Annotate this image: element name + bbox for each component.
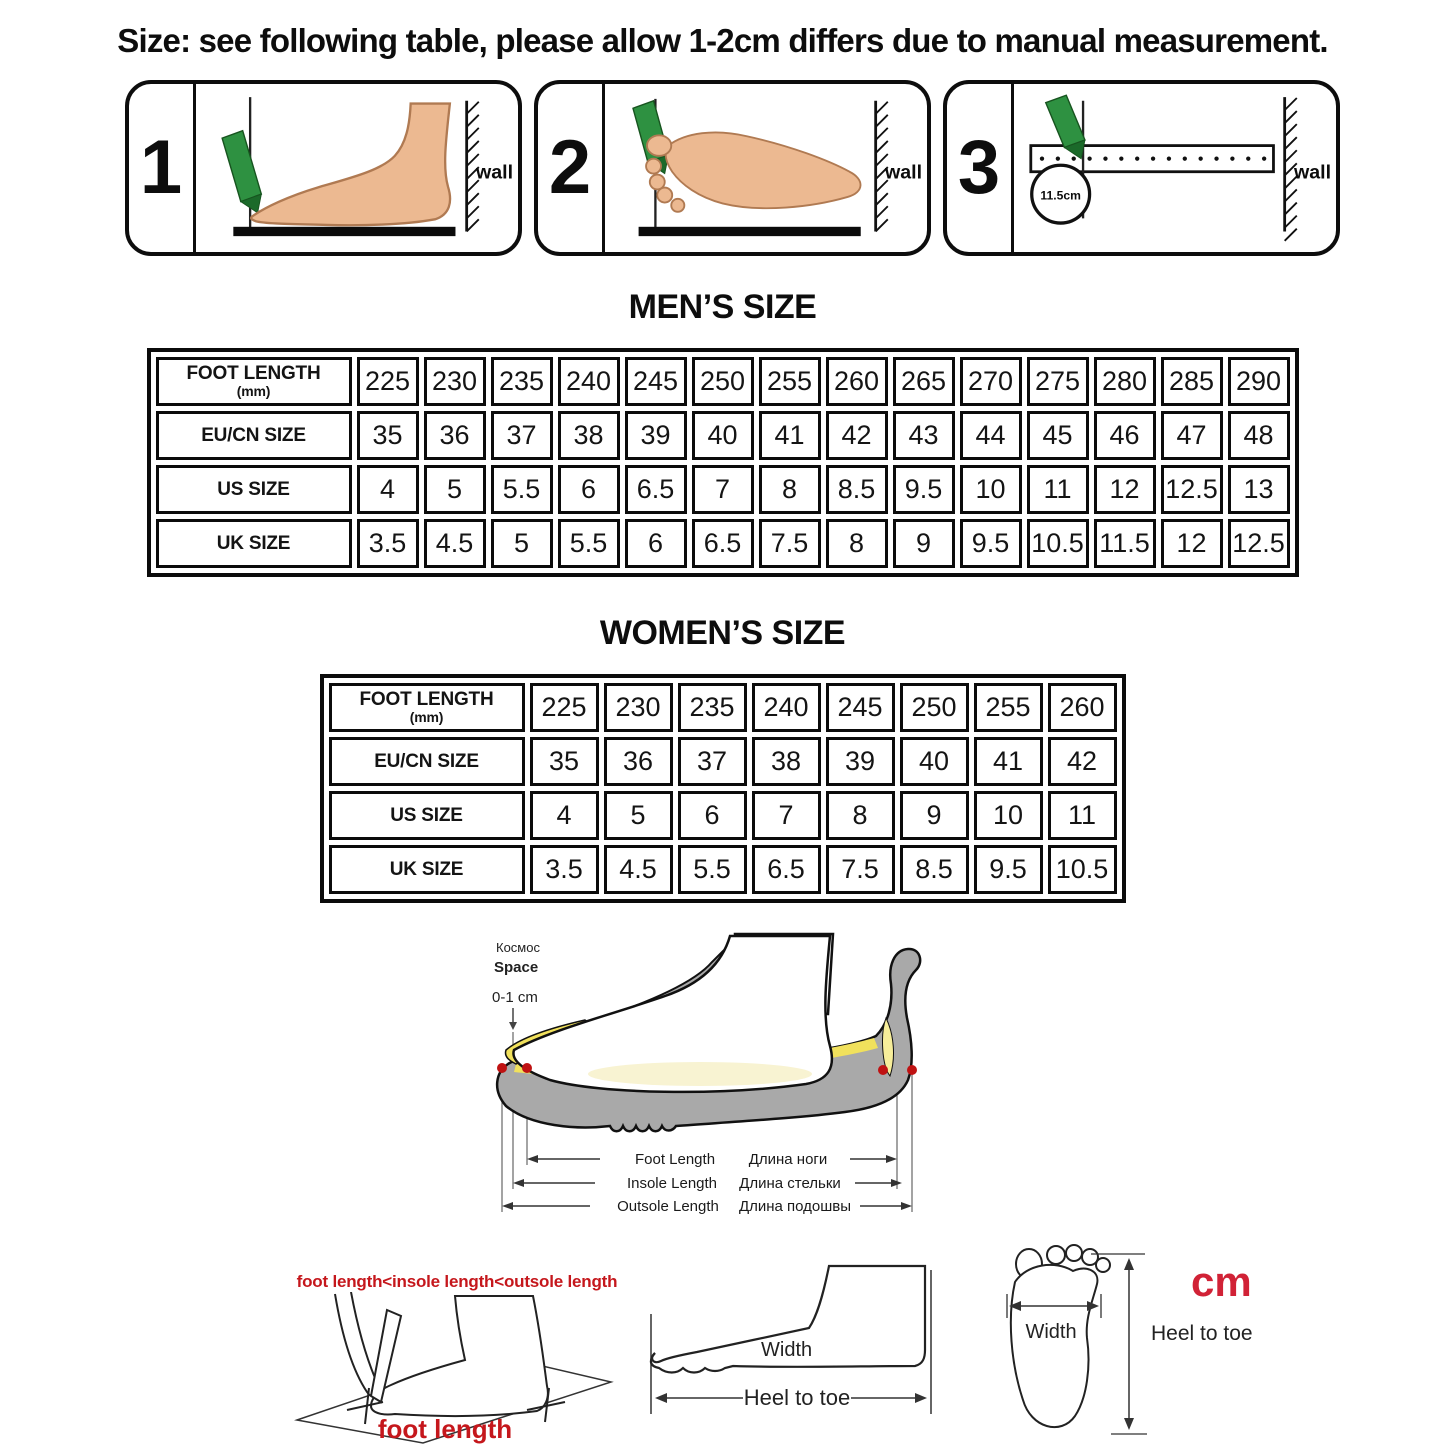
size-cell: 240 — [752, 683, 821, 732]
heel-to-toe-label: Heel to toe — [743, 1385, 851, 1410]
table-row — [329, 737, 1117, 786]
size-cell: 235 — [678, 683, 747, 732]
size-cell: 6 — [678, 791, 747, 840]
table-row — [329, 845, 1117, 894]
ruler-dots — [1040, 157, 1266, 161]
size-cell: 39 — [826, 737, 895, 786]
size-cell: 8.5 — [826, 465, 888, 514]
size-cell: 11 — [1027, 465, 1089, 514]
measure-foot-side-illustration — [196, 84, 518, 252]
row-label: EU/CN SIZE — [156, 411, 352, 460]
step-number: 2 — [538, 84, 605, 252]
size-cell: 250 — [692, 357, 754, 406]
outsole-length-label-en: Outsole Length — [617, 1198, 719, 1215]
cm-unit-label: cm — [1191, 1258, 1252, 1305]
page-title: Size: see following table, please allow 1-2cm differs due to manual measurement. — [117, 22, 1328, 59]
heel-to-toe-arrow — [655, 1385, 927, 1410]
table-row — [156, 519, 1290, 568]
size-cell: 255 — [974, 683, 1043, 732]
row-label: UK SIZE — [329, 845, 525, 894]
table-row — [329, 683, 1117, 732]
step-panel-2 — [534, 80, 931, 256]
size-cell: 43 — [893, 411, 955, 460]
width-label: Width — [761, 1339, 813, 1361]
size-cell: 37 — [491, 411, 553, 460]
size-cell: 40 — [692, 411, 754, 460]
size-cell: 265 — [893, 357, 955, 406]
shoe-cross-section-icon — [497, 934, 920, 1131]
size-cell: 10.5 — [1027, 519, 1089, 568]
row-label: EU/CN SIZE — [329, 737, 525, 786]
size-cell: 10 — [974, 791, 1043, 840]
size-cell: 4 — [530, 791, 599, 840]
size-cell: 39 — [625, 411, 687, 460]
size-cell: 10.5 — [1048, 845, 1117, 894]
size-cell: 3.5 — [530, 845, 599, 894]
space-label-ru: Космос — [496, 940, 540, 955]
foot-length-label-ru: Длина ноги — [748, 1151, 828, 1168]
size-cell: 40 — [900, 737, 969, 786]
step-number: 1 — [129, 84, 196, 252]
foot-top-icon — [646, 132, 860, 211]
foot-length-label-en: Foot Length — [634, 1151, 716, 1168]
space-annotation — [492, 940, 540, 1030]
size-cell: 225 — [530, 683, 599, 732]
size-cell: 35 — [530, 737, 599, 786]
table-row — [156, 357, 1290, 406]
measure-ruler-illustration — [1014, 84, 1336, 252]
step-number: 3 — [947, 84, 1014, 252]
size-cell: 230 — [604, 683, 673, 732]
size-cell: 6.5 — [692, 519, 754, 568]
wall-label: wall — [1294, 161, 1332, 184]
size-cell: 4.5 — [424, 519, 486, 568]
wall-label: wall — [476, 161, 514, 184]
size-cell: 9.5 — [960, 519, 1022, 568]
size-cell: 7.5 — [826, 845, 895, 894]
size-cell: 42 — [826, 411, 888, 460]
size-cell: 38 — [752, 737, 821, 786]
size-cell: 3.5 — [357, 519, 419, 568]
size-cell: 42 — [1048, 737, 1117, 786]
size-cell: 5.5 — [558, 519, 620, 568]
heel-to-toe-arrow — [1091, 1254, 1147, 1434]
size-cell: 230 — [424, 357, 486, 406]
floor-bar — [233, 227, 455, 236]
space-label-en: Space — [494, 959, 539, 976]
size-cell: 9 — [893, 519, 955, 568]
table-row — [156, 465, 1290, 514]
size-cell: 275 — [1027, 357, 1089, 406]
size-cell: 5.5 — [678, 845, 747, 894]
size-cell: 12.5 — [1228, 519, 1290, 568]
size-cell: 41 — [974, 737, 1043, 786]
size-cell: 45 — [1027, 411, 1089, 460]
size-cell: 6.5 — [625, 465, 687, 514]
size-cell: 245 — [826, 683, 895, 732]
row-label: UK SIZE — [156, 519, 352, 568]
size-cell: 38 — [558, 411, 620, 460]
foot-length-caption: foot length — [377, 1414, 513, 1444]
ruler-length-label: 11.5cm — [1040, 188, 1081, 203]
width-label: Width — [1025, 1321, 1077, 1343]
row-label: FOOT LENGTH (mm) — [156, 357, 352, 406]
measuring-steps — [125, 80, 1340, 256]
size-cell: 8 — [826, 519, 888, 568]
mens-size-table — [147, 348, 1299, 577]
row-label: US SIZE — [329, 791, 525, 840]
arch-glow — [588, 1062, 812, 1086]
size-cell: 9.5 — [893, 465, 955, 514]
size-cell: 7 — [692, 465, 754, 514]
size-cell: 36 — [604, 737, 673, 786]
size-cell: 10 — [960, 465, 1022, 514]
womens-size-title: WOMEN’S SIZE — [599, 614, 846, 652]
size-cell: 6 — [558, 465, 620, 514]
step-panel-3 — [943, 80, 1340, 256]
size-cell: 250 — [900, 683, 969, 732]
insole-length-label-ru: Длина стельки — [739, 1175, 841, 1192]
size-cell: 225 — [357, 357, 419, 406]
size-cell: 9 — [900, 791, 969, 840]
size-cell: 12.5 — [1161, 465, 1223, 514]
size-cell: 280 — [1094, 357, 1156, 406]
size-cell: 8.5 — [900, 845, 969, 894]
size-cell: 260 — [1048, 683, 1117, 732]
size-cell: 36 — [424, 411, 486, 460]
size-cell: 260 — [826, 357, 888, 406]
measure-foot-top-illustration — [605, 84, 927, 252]
table-row — [329, 791, 1117, 840]
sole-print-illustration — [993, 1238, 1315, 1444]
shoe-length-diagram — [450, 922, 960, 1224]
size-cell: 46 — [1094, 411, 1156, 460]
size-cell: 47 — [1161, 411, 1223, 460]
size-cell: 8 — [826, 791, 895, 840]
mens-size-title: MEN’S SIZE — [628, 288, 817, 326]
length-formula-note: foot length<insole length<outsole length — [296, 1272, 618, 1291]
wall-label: wall — [885, 161, 923, 184]
size-cell: 245 — [625, 357, 687, 406]
pencil-icon — [222, 131, 261, 213]
dimension-labels — [617, 1151, 851, 1215]
table-row — [156, 411, 1290, 460]
size-cell: 9.5 — [974, 845, 1043, 894]
size-cell: 12 — [1094, 465, 1156, 514]
womens-size-section — [0, 674, 1445, 903]
size-cell: 5.5 — [491, 465, 553, 514]
size-cell: 290 — [1228, 357, 1290, 406]
size-cell: 37 — [678, 737, 747, 786]
outsole-length-label-ru: Длина подошвы — [738, 1198, 852, 1215]
size-cell: 48 — [1228, 411, 1290, 460]
insole-length-label-en: Insole Length — [626, 1175, 718, 1192]
mens-size-section — [0, 348, 1445, 577]
floor-bar — [639, 227, 861, 236]
heel-to-toe-side-illustration — [633, 1262, 955, 1442]
size-cell: 255 — [759, 357, 821, 406]
step-panel-1 — [125, 80, 522, 256]
foot-side-icon — [251, 104, 450, 226]
size-cell: 4.5 — [604, 845, 673, 894]
size-cell: 235 — [491, 357, 553, 406]
size-cell: 7 — [752, 791, 821, 840]
trace-foot-illustration — [283, 1292, 619, 1444]
size-cell: 8 — [759, 465, 821, 514]
row-label: US SIZE — [156, 465, 352, 514]
size-cell: 5 — [424, 465, 486, 514]
size-cell: 285 — [1161, 357, 1223, 406]
row-label: FOOT LENGTH (mm) — [329, 683, 525, 732]
heel-to-toe-label: Heel to toe — [1151, 1322, 1253, 1345]
size-cell: 7.5 — [759, 519, 821, 568]
size-cell: 270 — [960, 357, 1022, 406]
size-cell: 35 — [357, 411, 419, 460]
space-value: 0-1 cm — [492, 989, 538, 1006]
size-cell: 240 — [558, 357, 620, 406]
down-arrowhead-icon — [509, 1022, 517, 1030]
size-cell: 12 — [1161, 519, 1223, 568]
size-cell: 5 — [604, 791, 673, 840]
womens-size-table — [320, 674, 1126, 903]
size-cell: 41 — [759, 411, 821, 460]
size-cell: 6.5 — [752, 845, 821, 894]
size-cell: 11.5 — [1094, 519, 1156, 568]
size-cell: 5 — [491, 519, 553, 568]
size-cell: 44 — [960, 411, 1022, 460]
size-cell: 13 — [1228, 465, 1290, 514]
size-cell: 6 — [625, 519, 687, 568]
size-cell: 4 — [357, 465, 419, 514]
size-cell: 11 — [1048, 791, 1117, 840]
